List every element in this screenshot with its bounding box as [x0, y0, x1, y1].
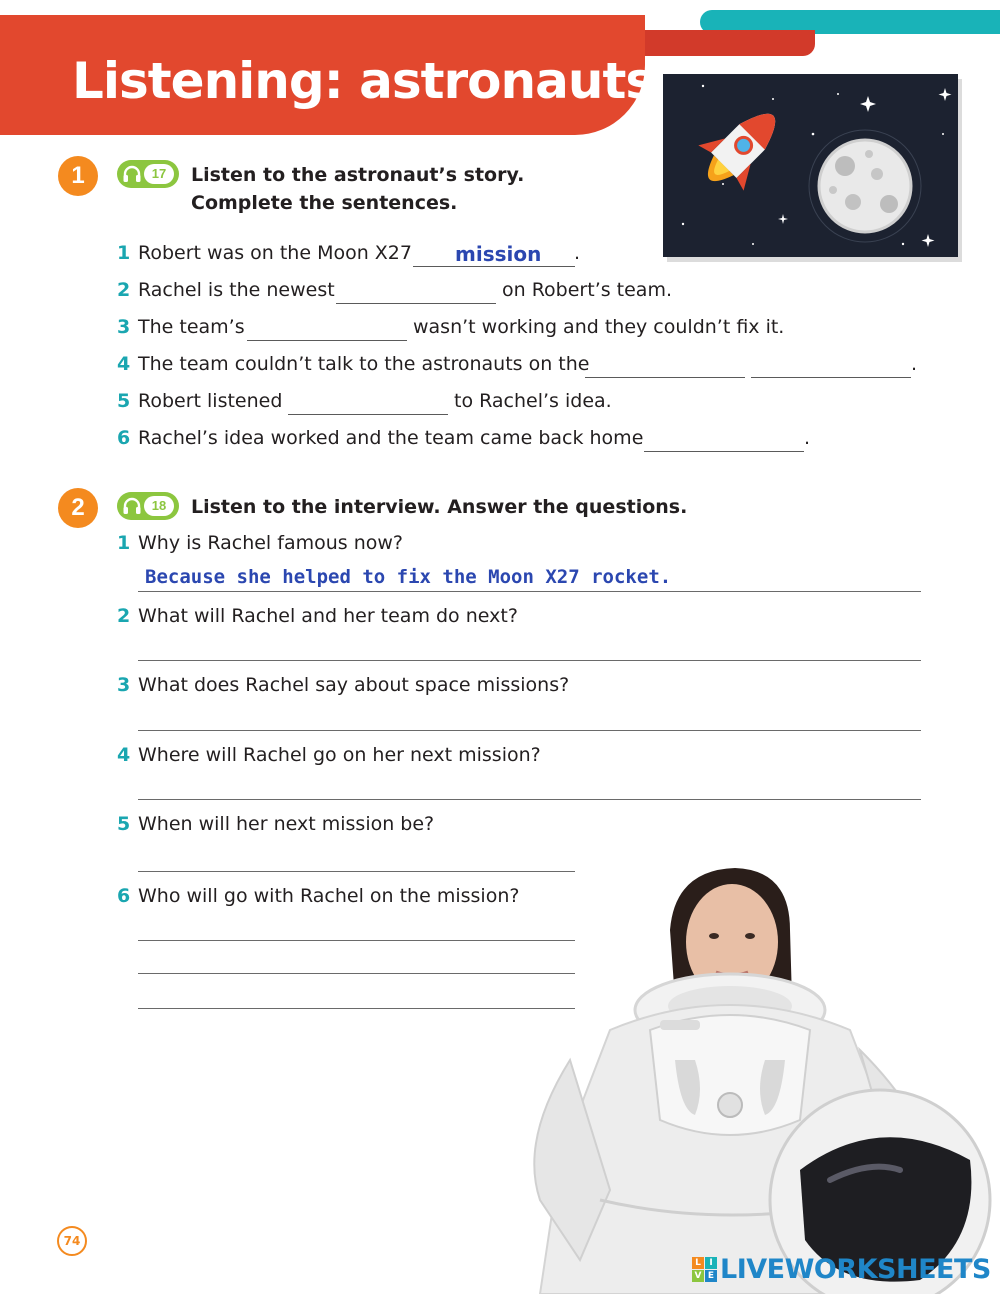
ex1-item-text: Robert was on the Moon X27: [138, 242, 412, 264]
ex1-item-number: 6: [117, 427, 131, 449]
ex1-item-end: .: [804, 427, 811, 449]
space-rocket-moon-image: [663, 74, 958, 257]
ex1-answer-blank[interactable]: [288, 393, 448, 415]
exercise-2-number: 2: [58, 488, 98, 528]
ex2-question-number: 6: [117, 885, 131, 907]
ex1-item-number: 1: [117, 242, 131, 264]
ex2-answer-line[interactable]: [138, 659, 921, 661]
ex2-question-text: Where will Rachel go on her next mission?: [138, 744, 541, 766]
ex1-answer-text: mission: [455, 242, 542, 266]
audio-track-number: 17: [144, 164, 174, 184]
liveworksheets-logo-icon: L I V E: [692, 1257, 717, 1282]
ex1-item-text: Rachel is the newest: [138, 279, 335, 301]
ex1-answer-blank[interactable]: [247, 319, 407, 341]
ex2-answer-line[interactable]: [138, 729, 921, 731]
ex2-question-number: 2: [117, 605, 131, 627]
ex2-question-text: What does Rachel say about space missions?: [138, 674, 570, 696]
ex1-item-end: to Rachel’s idea.: [454, 390, 612, 412]
ex2-question-text: Why is Rachel famous now?: [138, 532, 403, 554]
ex1-answer-blank-second[interactable]: [751, 356, 911, 378]
liveworksheets-watermark[interactable]: [692, 1254, 991, 1284]
exercise-1-number: 1: [58, 156, 98, 196]
audio-track-17-button[interactable]: [117, 160, 179, 188]
audio-track-number: 18: [144, 496, 174, 516]
ex2-question-number: 1: [117, 532, 131, 554]
ex2-answer-text: Because she helped to fix the Moon X27 rocket.: [145, 566, 672, 588]
ex1-item-end: .: [574, 242, 581, 264]
exercise-1-instruction-line-2: Complete the sentences.: [191, 192, 458, 214]
ex1-item-end: wasn’t working and they couldn’t fix it.: [413, 316, 785, 338]
ex1-item-text: The team couldn’t talk to the astronauts on the: [138, 353, 590, 375]
ex1-item-number: 2: [117, 279, 131, 301]
ex2-answer-line[interactable]: [138, 798, 921, 800]
ex2-question-number: 4: [117, 744, 131, 766]
ex1-answer-blank[interactable]: [585, 356, 745, 378]
ex1-item-number: 3: [117, 316, 131, 338]
exercise-1-instruction-line-1: Listen to the astronaut’s story.: [191, 164, 525, 186]
ex1-item-text: Rachel’s idea worked and the team came back home: [138, 427, 644, 449]
ex1-item-number: 4: [117, 353, 131, 375]
ex1-answer-blank[interactable]: [336, 282, 496, 304]
ex1-item-number: 5: [117, 390, 131, 412]
ex2-question-text: When will her next mission be?: [138, 813, 435, 835]
ex1-item-end: .: [911, 353, 918, 375]
ex1-item-text: The team’s: [138, 316, 245, 338]
ex1-item-text: Robert listened: [138, 390, 283, 412]
astronaut-photo: [500, 860, 1000, 1294]
page-number: 74: [57, 1226, 87, 1256]
ex1-answer-blank[interactable]: [644, 430, 804, 452]
ex2-question-number: 5: [117, 813, 131, 835]
ex2-answer-line[interactable]: [138, 590, 921, 592]
page-title: Listening: astronauts: [72, 52, 655, 110]
headphones-icon: [121, 163, 143, 185]
headphones-icon: [121, 495, 143, 517]
ex2-question-number: 3: [117, 674, 131, 696]
ex1-item-end: on Robert’s team.: [502, 279, 672, 301]
watermark-text: LIVEWORKSHEETS: [720, 1253, 991, 1285]
audio-track-18-button[interactable]: [117, 492, 179, 520]
exercise-2-instruction: Listen to the interview. Answer the questions.: [191, 496, 688, 518]
ex2-question-text: Who will go with Rachel on the mission?: [138, 885, 520, 907]
ex2-question-text: What will Rachel and her team do next?: [138, 605, 518, 627]
